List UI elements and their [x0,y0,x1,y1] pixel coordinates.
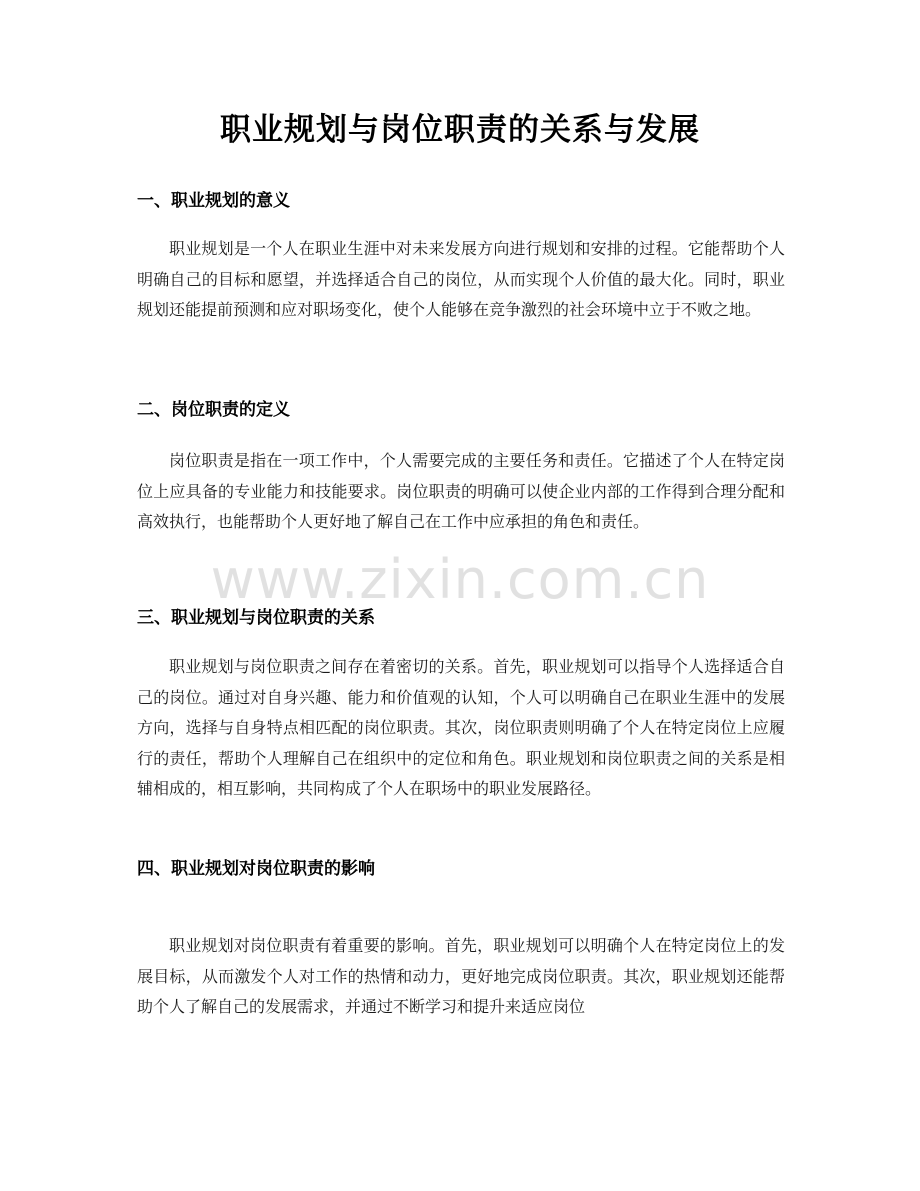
section-paragraph-4: 职业规划对岗位职责有着重要的影响。首先，职业规划可以明确个人在特定岗位上的发展目标，从而激发个人对工作的热情和动力，更好地完成岗位职责。其次，职业规划还能帮助个人了解自己的发展需求，并通过不断学习和提升来适应岗位 [137,936,785,1016]
document-title: 职业规划与岗位职责的关系与发展 [220,112,700,148]
section-heading-4: 四、职业规划对岗位职责的影响 [137,859,375,879]
watermark-text: www.zixin.com.cn [210,548,710,611]
section-paragraph-1: 职业规划是一个人在职业生涯中对未来发展方向进行规划和安排的过程。它能帮助个人明确自己的目标和愿望，并选择适合自己的岗位，从而实现个人价值的最大化。同时，职业规划还能提前预测和应对职场变化，使个人能够在竞争激烈的社会环境中立于不败之地。 [137,239,785,319]
section-paragraph-2: 岗位职责是指在一项工作中，个人需要完成的主要任务和责任。它描述了个人在特定岗位上应具备的专业能力和技能要求。岗位职责的明确可以使企业内部的工作得到合理分配和高效执行，也能帮助个人更好地了解自己在工作中应承担的角色和责任。 [137,451,785,531]
section-heading-2: 二、岗位职责的定义 [137,400,290,420]
section-heading-1: 一、职业规划的意义 [137,191,290,211]
section-heading-3: 三、职业规划与岗位职责的关系 [137,608,375,628]
section-paragraph-3: 职业规划与岗位职责之间存在着密切的关系。首先，职业规划可以指导个人选择适合自己的岗位。通过对自身兴趣、能力和价值观的认知，个人可以明确自己在职业生涯中的发展方向，选择与自身特点相匹配的岗位职责。其次，岗位职责则明确了个人在特定岗位上应履行的责任，帮助个人理解自己在组织中的定位和角色。职业规划和岗位职责之间的关系是相辅相成的，相互影响，共同构成了个人在职场中的职业发展路径。 [137,657,785,798]
